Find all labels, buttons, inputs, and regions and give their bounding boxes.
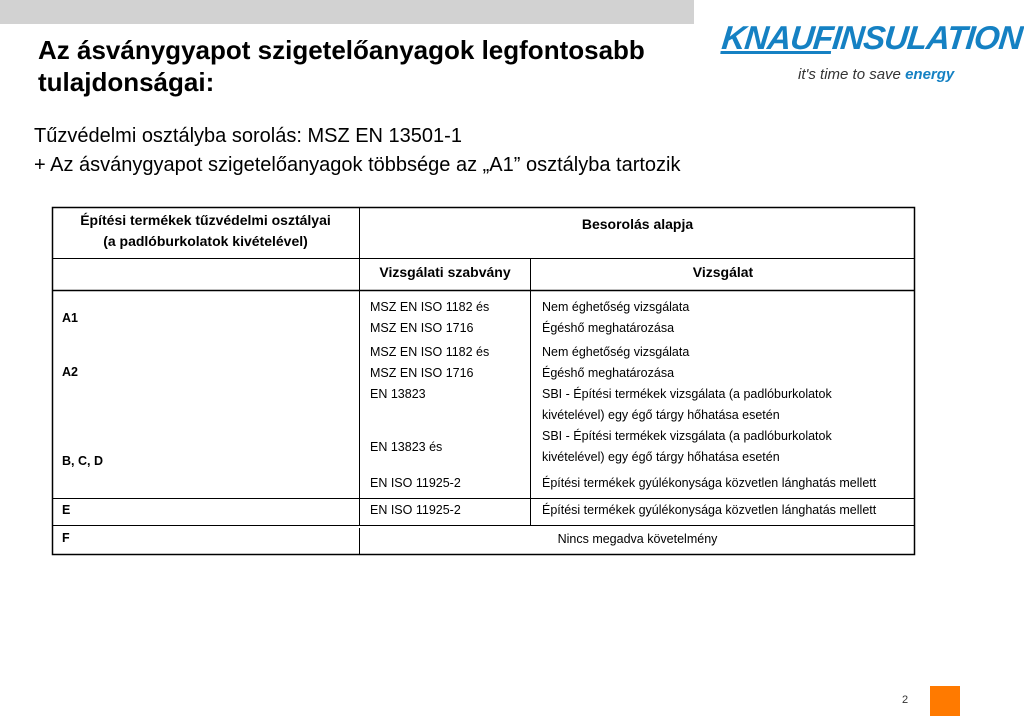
- logo-wordmark: KNAUFINSULATION: [720, 19, 1024, 56]
- col3-header: Vizsgálat: [692, 264, 754, 280]
- class-cell: F: [62, 531, 70, 545]
- logo-tagline: it's time to save energy: [798, 66, 955, 83]
- class-cell: E: [62, 503, 71, 517]
- corner-accent: [930, 686, 960, 716]
- page-number: 2: [901, 694, 909, 706]
- slide-title: [38, 34, 698, 98]
- class-cell: A1: [62, 311, 78, 325]
- standard-cell: EN ISO 11925-2: [370, 476, 461, 490]
- title-line-1: Az ásványgyapot szigetelőanyagok legfontosabb: [38, 35, 645, 65]
- top-bar: [0, 0, 694, 24]
- test-cell: SBI - Építési termékek vizsgálata (a padlóburkolatok kivételével) egy égő tárgy hőhatása esetén: [542, 429, 832, 464]
- test-cell: Építési termékek gyúlékonysága közvetlen lánghatás mellett: [542, 503, 877, 517]
- knauf-insulation-logo: [720, 18, 1024, 104]
- class-cell: A2: [62, 365, 78, 379]
- test-cell: Nem éghetőség vizsgálata Égéshő meghatározása SBI - Építési termékek vizsgálata (a padlóburkolatok kivételével) egy égő tárgy hőhatása esetén: [542, 345, 832, 422]
- test-cell: Építési termékek gyúlékonysága közvetlen lánghatás mellett: [542, 476, 877, 490]
- test-cell: Nem éghetőség vizsgálata Égéshő meghatározása: [542, 300, 690, 335]
- standard-cell: MSZ EN ISO 1182 és MSZ EN ISO 1716: [370, 300, 490, 335]
- standard-cell: EN 13823 és: [370, 440, 443, 454]
- merged-cell: Nincs megadva követelmény: [557, 532, 718, 546]
- standard-cell: MSZ EN ISO 1182 és MSZ EN ISO 1716 EN 13823: [370, 345, 490, 401]
- col1-header: Építési termékek tűzvédelmi osztályai (a padlóburkolatok kivételével): [80, 212, 331, 249]
- group-header: Besorolás alapja: [581, 216, 694, 232]
- class-cell: B, C, D: [62, 454, 103, 468]
- subtitle: [34, 122, 681, 180]
- standard-cell: EN ISO 11925-2: [370, 503, 461, 517]
- subtitle-line-1: Tűzvédelmi osztályba sorolás: MSZ EN 13501-1: [34, 125, 462, 147]
- col2-header: Vizsgálati szabvány: [379, 264, 511, 280]
- subtitle-line-2: + Az ásványgyapot szigetelőanyagok többsége az „A1” osztályba tartozik: [34, 154, 681, 176]
- title-line-2: tulajdonságai:: [38, 67, 215, 97]
